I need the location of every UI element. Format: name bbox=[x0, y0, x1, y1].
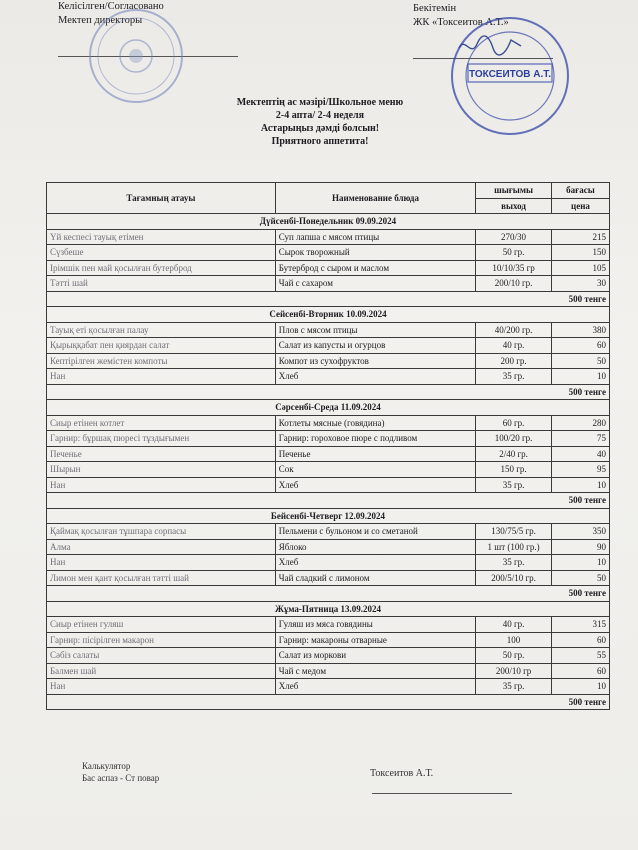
day-header-row bbox=[47, 508, 610, 524]
director-label: Мектеп директоры bbox=[58, 15, 143, 26]
day-title: Сәрсенбі-Среда 11.09.2024 bbox=[47, 400, 610, 416]
day-header-row bbox=[47, 601, 610, 617]
dish-portion: 2/40 гр. bbox=[476, 446, 552, 462]
dish-name-kz: Сәбіз салаты bbox=[47, 648, 276, 664]
day-total-row bbox=[47, 384, 610, 400]
header-ru-name: Наименование блюда bbox=[275, 183, 475, 214]
dish-price: 50 bbox=[551, 353, 609, 369]
menu-item-row bbox=[47, 415, 610, 431]
title-line-2: 2-4 апта/ 2-4 неделя bbox=[275, 110, 365, 121]
dish-name-kz: Сүзбеше bbox=[47, 245, 276, 261]
dish-price: 60 bbox=[551, 338, 609, 354]
agreed-label: Келісілген/Согласовано bbox=[58, 1, 164, 12]
menu-item-row bbox=[47, 276, 610, 292]
dish-price: 10 bbox=[551, 679, 609, 695]
dish-name-kz: Гарнир: пісірілген макарон bbox=[47, 632, 276, 648]
menu-item-row bbox=[47, 477, 610, 493]
dish-price: 50 bbox=[551, 570, 609, 586]
dish-name-kz: Сиыр етінен гуляш bbox=[47, 617, 276, 633]
dish-name-kz: Нан bbox=[47, 555, 276, 571]
dish-name-ru: Чай с сахаром bbox=[275, 276, 475, 292]
dish-portion: 35 гр. bbox=[476, 555, 552, 571]
dish-name-kz: Нан bbox=[47, 369, 276, 385]
dish-portion: 35 гр. bbox=[476, 679, 552, 695]
calculator-label: Калькулятор bbox=[82, 761, 131, 771]
dish-name-ru: Гарнир: макароны отварные bbox=[275, 632, 475, 648]
menu-item-row bbox=[47, 570, 610, 586]
dish-price: 60 bbox=[551, 632, 609, 648]
dish-name-ru: Салат из капусты и огурцов bbox=[275, 338, 475, 354]
dish-price: 280 bbox=[551, 415, 609, 431]
dish-portion: 40 гр. bbox=[476, 338, 552, 354]
title-line-4: Приятного аппетита! bbox=[271, 136, 369, 147]
dish-name-kz: Кептірілген жемістен компоты bbox=[47, 353, 276, 369]
menu-item-row bbox=[47, 260, 610, 276]
dish-name-ru: Чай с медом bbox=[275, 663, 475, 679]
menu-item-row bbox=[47, 369, 610, 385]
title-line-1: Мектептің ас мәзірі/Школьное меню bbox=[236, 97, 404, 108]
dish-portion: 200/10 гр bbox=[476, 663, 552, 679]
dish-name-kz: Балмен шай bbox=[47, 663, 276, 679]
menu-item-row bbox=[47, 245, 610, 261]
dish-portion: 35 гр. bbox=[476, 477, 552, 493]
header-price-ru: цена bbox=[551, 198, 609, 214]
dish-price: 10 bbox=[551, 555, 609, 571]
dish-portion: 40/200 гр. bbox=[476, 322, 552, 338]
dish-name-kz: Тауық еті қосылған палау bbox=[47, 322, 276, 338]
day-total-row bbox=[47, 694, 610, 710]
dish-name-ru: Сок bbox=[275, 462, 475, 478]
dish-price: 380 bbox=[551, 322, 609, 338]
dish-portion: 200/5/10 гр. bbox=[476, 570, 552, 586]
approve-label: Бекітемін bbox=[413, 3, 457, 14]
day-title: Бейсенбі-Четверг 12.09.2024 bbox=[47, 508, 610, 524]
dish-name-ru: Котлеты мясные (говядина) bbox=[275, 415, 475, 431]
chef-label: Бас аспаз - Ст повар bbox=[82, 773, 160, 783]
dish-name-ru: Пельмени с бульоном и со сметаной bbox=[275, 524, 475, 540]
dish-name-ru: Хлеб bbox=[275, 477, 475, 493]
dish-name-kz: Печенье bbox=[47, 446, 276, 462]
dish-portion: 100 bbox=[476, 632, 552, 648]
dish-price: 95 bbox=[551, 462, 609, 478]
dish-name-ru: Гарнир: гороховое пюре с подливом bbox=[275, 431, 475, 447]
dish-portion: 50 гр. bbox=[476, 245, 552, 261]
day-total: 500 тенге bbox=[47, 493, 610, 509]
menu-item-row bbox=[47, 524, 610, 540]
menu-item-row bbox=[47, 322, 610, 338]
title-line-3: Астарыңыз дәмді болсын! bbox=[260, 123, 380, 134]
dish-name-ru: Салат из моркови bbox=[275, 648, 475, 664]
dish-name-ru: Хлеб bbox=[275, 679, 475, 695]
dish-price: 90 bbox=[551, 539, 609, 555]
dish-name-kz: Нан bbox=[47, 679, 276, 695]
dish-price: 10 bbox=[551, 477, 609, 493]
dish-portion: 150 гр. bbox=[476, 462, 552, 478]
dish-name-ru: Яблоко bbox=[275, 539, 475, 555]
dish-name-ru: Печенье bbox=[275, 446, 475, 462]
header-out-kz: шығымы bbox=[476, 183, 552, 199]
dish-name-kz: Үй кеспесі тауық етімен bbox=[47, 229, 276, 245]
dish-price: 350 bbox=[551, 524, 609, 540]
footer-left bbox=[82, 760, 159, 784]
day-total-row bbox=[47, 291, 610, 307]
dish-name-kz: Қаймақ қосылған тұшпара сорпасы bbox=[47, 524, 276, 540]
menu-item-row bbox=[47, 353, 610, 369]
day-total: 500 тенге bbox=[47, 384, 610, 400]
dish-portion: 200/10 гр. bbox=[476, 276, 552, 292]
day-title: Дүйсенбі-Понедельник 09.09.2024 bbox=[47, 214, 610, 230]
menu-title bbox=[200, 96, 440, 148]
footer-signature-line bbox=[372, 793, 512, 794]
dish-price: 215 bbox=[551, 229, 609, 245]
dish-portion: 1 шт (100 гр.) bbox=[476, 539, 552, 555]
dish-name-kz: Алма bbox=[47, 539, 276, 555]
dish-price: 150 bbox=[551, 245, 609, 261]
dish-name-kz: Сиыр етінен котлет bbox=[47, 415, 276, 431]
day-total: 500 тенге bbox=[47, 694, 610, 710]
header-out-ru: выход bbox=[476, 198, 552, 214]
dish-name-kz: Қырыққабат пен қиярдан салат bbox=[47, 338, 276, 354]
day-title: Жұма-Пятница 13.09.2024 bbox=[47, 601, 610, 617]
dish-price: 60 bbox=[551, 663, 609, 679]
dish-name-ru: Гуляш из мяса говядины bbox=[275, 617, 475, 633]
dish-portion: 35 гр. bbox=[476, 369, 552, 385]
dish-name-ru: Хлеб bbox=[275, 369, 475, 385]
dish-name-ru: Суп лапша с мясом птицы bbox=[275, 229, 475, 245]
entrepreneur-seal-stamp bbox=[448, 14, 572, 138]
dish-portion: 270/30 bbox=[476, 229, 552, 245]
header-kz-name: Тағамның атауы bbox=[47, 183, 276, 214]
dish-name-ru: Плов с мясом птицы bbox=[275, 322, 475, 338]
day-header-row bbox=[47, 307, 610, 323]
dish-price: 75 bbox=[551, 431, 609, 447]
dish-portion: 200 гр. bbox=[476, 353, 552, 369]
footer-right-name: Токсеитов А.Т. bbox=[370, 768, 434, 779]
day-header-row bbox=[47, 214, 610, 230]
dish-price: 315 bbox=[551, 617, 609, 633]
dish-name-ru: Компот из сухофруктов bbox=[275, 353, 475, 369]
dish-price: 55 bbox=[551, 648, 609, 664]
dish-price: 10 bbox=[551, 369, 609, 385]
dish-portion: 40 гр. bbox=[476, 617, 552, 633]
day-total-row bbox=[47, 493, 610, 509]
dish-portion: 50 гр. bbox=[476, 648, 552, 664]
day-header-row bbox=[47, 400, 610, 416]
dish-name-kz: Нан bbox=[47, 477, 276, 493]
menu-item-row bbox=[47, 338, 610, 354]
day-total: 500 тенге bbox=[47, 291, 610, 307]
day-total-row bbox=[47, 586, 610, 602]
dish-name-ru: Бутерброд с сыром и маслом bbox=[275, 260, 475, 276]
menu-item-row bbox=[47, 555, 610, 571]
dish-price: 40 bbox=[551, 446, 609, 462]
menu-body bbox=[47, 214, 610, 710]
dish-name-ru: Сырок творожный bbox=[275, 245, 475, 261]
dish-portion: 100/20 гр. bbox=[476, 431, 552, 447]
dish-price: 105 bbox=[551, 260, 609, 276]
dish-portion: 60 гр. bbox=[476, 415, 552, 431]
dish-name-kz: Лимон мен қант қосылған тәтті шай bbox=[47, 570, 276, 586]
menu-item-row bbox=[47, 431, 610, 447]
dish-portion: 130/75/5 гр. bbox=[476, 524, 552, 540]
dish-name-kz: Шырын bbox=[47, 462, 276, 478]
menu-item-row bbox=[47, 617, 610, 633]
menu-item-row bbox=[47, 648, 610, 664]
menu-item-row bbox=[47, 446, 610, 462]
day-total: 500 тенге bbox=[47, 586, 610, 602]
dish-name-kz: Тәтті шай bbox=[47, 276, 276, 292]
dish-name-kz: Гарнир: бұршақ пюресі тұздығымен bbox=[47, 431, 276, 447]
menu-item-row bbox=[47, 679, 610, 695]
school-seal-stamp bbox=[86, 6, 186, 106]
menu-item-row bbox=[47, 632, 610, 648]
entrepreneur-label: ЖК «Токсеитов А.Т.» bbox=[413, 17, 509, 28]
dish-portion: 10/10/35 гр bbox=[476, 260, 552, 276]
menu-item-row bbox=[47, 663, 610, 679]
menu-item-row bbox=[47, 539, 610, 555]
menu-item-row bbox=[47, 229, 610, 245]
menu-table bbox=[46, 182, 610, 710]
header-price-kz: бағасы bbox=[551, 183, 609, 199]
dish-name-ru: Хлеб bbox=[275, 555, 475, 571]
dish-name-ru: Чай сладкий с лимоном bbox=[275, 570, 475, 586]
stamp-name: ТОКСЕИТОВ А.Т. bbox=[468, 69, 552, 80]
day-title: Сейсенбі-Вторник 10.09.2024 bbox=[47, 307, 610, 323]
menu-item-row bbox=[47, 462, 610, 478]
dish-price: 30 bbox=[551, 276, 609, 292]
dish-name-kz: Ірімшік пен май қосылған бутерброд bbox=[47, 260, 276, 276]
